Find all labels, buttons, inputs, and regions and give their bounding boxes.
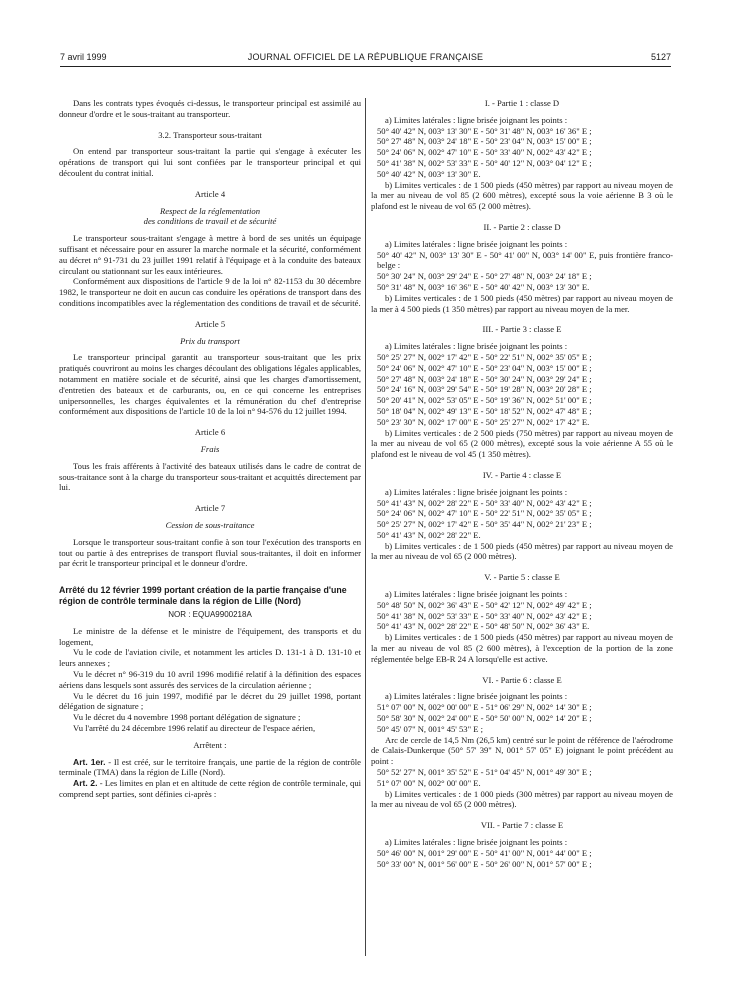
vertical-limits: b) Limites verticales : de 1 500 pieds (450 mètres) par rapport au niveau moyen de la mer à 4 500 pieds (1 350 mètres) par rapport au niveau moyen de la mer. bbox=[371, 292, 673, 314]
header-journal-title: JOURNAL OFFICIEL DE LA RÉPUBLIQUE FRANÇAISE bbox=[247, 52, 484, 62]
paragraph: Conformément aux dispositions de l'article 9 de la loi n° 82-1153 du 30 décembre 1982, le transporteur ne doit en aucun cas conduire les opérations de transport dans des conditions incompatibles avec la réglementation des conditions de travail et de sécurité. bbox=[59, 276, 361, 308]
article-2 bbox=[59, 778, 361, 800]
column-divider bbox=[365, 98, 366, 956]
article-title: Article 6 bbox=[194, 427, 226, 438]
header-date: 7 avril 1999 bbox=[60, 52, 107, 62]
article-subtitle: Frais bbox=[200, 443, 220, 454]
coordinate-line: 50° 40' 42" N, 003° 13' 30" E. bbox=[377, 168, 481, 179]
part-title: II. - Partie 2 : classe D bbox=[483, 221, 561, 232]
paragraph: Tous les frais afférents à l'activité des bateaux utilisés dans le cadre de contrat de sous-traitance sont à la charge du transporteur sous-traitant et acquittés directement par lui. bbox=[59, 460, 361, 493]
coordinate-line: 50° 20' 41" N, 002° 53' 05" E - 50° 19' 36" N, 002° 51' 00" E ; bbox=[377, 395, 592, 406]
coordinate-line: 50° 52' 27" N, 001° 35' 52" E - 51° 04' 45" N, 001° 49' 30" E ; bbox=[377, 767, 592, 778]
decree-title: Arrêté du 12 février 1999 portant création de la partie française d'une région de contrôle terminale dans la région de Lille (Nord) bbox=[59, 585, 347, 606]
part-title: V. - Partie 5 : classe E bbox=[484, 572, 560, 583]
article-subtitle: Respect de la réglementation bbox=[160, 205, 260, 216]
section-title: 3.2. Transporteur sous-traitant bbox=[158, 129, 262, 140]
coordinate-list bbox=[371, 702, 673, 734]
coordinate-list bbox=[371, 848, 673, 870]
part-title: IV. - Partie 4 : classe E bbox=[482, 469, 562, 480]
coordinate-line: 50° 24' 06" N, 002° 47' 10" E - 50° 33' 40" N, 002° 43' 42" E ; bbox=[377, 147, 592, 158]
arretent-heading: Arrêtent : bbox=[193, 739, 227, 750]
coordinate-line: 50° 33' 00" N, 001° 56' 00" E - 50° 26' 00" N, 001° 57' 00" E ; bbox=[377, 858, 592, 869]
coordinate-line: 50° 41' 38" N, 002° 53' 33" E - 50° 33' 40" N, 002° 43' 42" E ; bbox=[377, 610, 592, 621]
coordinate-line: 51° 07' 00" N, 002° 00' 00" E. bbox=[377, 777, 481, 788]
article-text: - Il est créé, sur le territoire français, une partie de la région de contrôle terminale (TMA) dans la région de Lille (Nord). bbox=[59, 756, 361, 778]
right-column bbox=[371, 98, 673, 869]
coordinate-line: 50° 58' 30" N, 002° 24' 00" E - 50° 50' 00" N, 002° 14' 20" E ; bbox=[377, 713, 592, 724]
coordinate-line: 50° 48' 50" N, 002° 36' 43" E - 50° 42' 12" N, 002° 49' 42" E ; bbox=[377, 599, 592, 610]
paragraph: Le transporteur sous-traitant s'engage à mettre à bord de ses unités un équipage suffisant et nécessaire pour en assurer la marche normale et la sécurité, conformément au décret n° 91-731 du 23 juillet 1991 relatif à l'équipage et à la conduite des bateaux circulant ou stationnant sur les eaux intérieures. bbox=[59, 233, 361, 276]
coordinate-line: 50° 27' 48" N, 003° 24' 18" E - 50° 30' 24" N, 003° 29' 24" E ; bbox=[377, 373, 592, 384]
header-page-number: 5127 bbox=[650, 52, 671, 62]
coordinate-list bbox=[371, 126, 673, 180]
paragraph: Le transporteur principal garantit au transporteur sous-traitant que les prix pratiqués couvriront au moins les charges découlant des obligations légales applicables, notamment en matière sociale et de sécurité, ainsi que les charges d'amortissement, d'entretien des bateaux et de carburants, ou, en ce qui concerne les entreprises unipersonnelles, les charges équivalentes et la rémunération du chef d'entreprise conformément aux dispositions de l'article 10 de la loi n° 94-576 du 12 juillet 1994. bbox=[59, 352, 361, 417]
part-title: VI. - Partie 6 : classe E bbox=[482, 674, 562, 685]
vertical-limits: b) Limites verticales : de 1 500 pieds (450 mètres) par rapport au niveau moyen de la mer au niveau de vol 65 (2 000 mètres). bbox=[371, 540, 673, 562]
coordinate-line: 50° 24' 06" N, 002° 47' 10" E - 50° 22' 51" N, 002° 35' 05" E ; bbox=[377, 508, 592, 519]
coordinate-paragraph: 50° 40' 42" N, 003° 13' 30" E - 50° 41' 00" N, 003° 14' 00" E, puis frontière franco-belge : bbox=[377, 249, 673, 271]
article-title: Article 7 bbox=[194, 503, 226, 514]
coordinate-line: 50° 41' 43" N, 002° 28' 22" E - 50° 33' 40" N, 002° 43' 42" E ; bbox=[377, 497, 592, 508]
article-label: Art. 2. bbox=[73, 778, 98, 789]
coordinate-list bbox=[371, 352, 673, 428]
part-title: I. - Partie 1 : classe D bbox=[484, 98, 560, 108]
vertical-limits: b) Limites verticales : de 1 500 pieds (450 mètres) par rapport au niveau moyen de la mer au niveau de vol 85 (2 600 mètres), excepté sous la voie aérienne B 3 où le plafond est le niveau de vol 65 (2 000 mètres). bbox=[371, 179, 673, 212]
coordinate-line: 50° 25' 27" N, 002° 17' 42" E - 50° 22' 51" N, 002° 35' 05" E ; bbox=[377, 351, 592, 362]
lateral-limits-intro: a) Limites latérales : ligne brisée joignant les points : bbox=[385, 114, 568, 125]
paragraph: Le ministre de la défense et le ministre de l'équipement, des transports et du logement, bbox=[59, 625, 361, 647]
lateral-limits-intro: a) Limites latérales : ligne brisée joignant les points : bbox=[385, 341, 568, 352]
coordinate-line: 50° 24' 16" N, 003° 29' 54" E - 50° 19' 28" N, 003° 20' 28" E ; bbox=[377, 384, 592, 395]
paragraph: Vu le décret du 16 juin 1997, modifié par le décret du 29 juillet 1998, portant délégation de signature ; bbox=[59, 690, 361, 712]
coordinate-line: 50° 40' 42" N, 003° 13' 30" E - 50° 31' 48" N, 003° 16' 36" E ; bbox=[377, 125, 592, 136]
coordinate-line: 51° 07' 00" N, 002° 00' 00" E - 51° 06' 29" N, 002° 14' 30" E ; bbox=[377, 702, 592, 713]
coordinate-line: 50° 41' 38" N, 002° 53' 33" E - 50° 40' 12" N, 003° 04' 12" E ; bbox=[377, 157, 592, 168]
paragraph: Dans les contrats types évoqués ci-dessus, le transporteur principal est assimilé au donneur d'ordre et le sous-traitant au transporteur. bbox=[59, 98, 361, 119]
paragraph: Lorsque le transporteur sous-traitant confie à son tour l'exécution des transports en tout ou partie à des entreprises de transport fluvial sous-traitantes, il doit en informer par écrit le transporteur principal et le donneur d'ordre. bbox=[59, 536, 361, 569]
coordinate-line: 50° 46' 00" N, 001° 29' 00" E - 50° 41' 00" N, 001° 44' 00" E ; bbox=[377, 847, 592, 858]
coordinate-line: 50° 25' 27" N, 002° 17' 42" E - 50° 35' 44" N, 002° 21' 23" E ; bbox=[377, 519, 592, 530]
lateral-limits-intro: a) Limites latérales : ligne brisée joignant les points : bbox=[385, 837, 568, 848]
lateral-limits-intro: a) Limites latérales : ligne brisée joignant les points : bbox=[385, 691, 568, 702]
article-title: Article 4 bbox=[194, 188, 226, 199]
article-label: Art. 1er. bbox=[73, 756, 106, 767]
arc-description: Arc de cercle de 14,5 Nm (26,5 km) centré sur le point de référence de l'aérodrome de Calais-Dunkerque (50° 57' 39" N, 001° 57' 05" E) joignant le point précédent au point : bbox=[371, 734, 673, 767]
coordinate-line: 50° 24' 06" N, 002° 47' 10" E - 50° 23' 04" N, 003° 15' 00" E ; bbox=[377, 362, 592, 373]
coordinate-list bbox=[371, 271, 673, 293]
paragraph: Vu le code de l'aviation civile, et notamment les articles D. 131-1 à D. 131-10 et leurs annexes ; bbox=[59, 647, 361, 669]
page-header bbox=[60, 52, 671, 67]
left-column bbox=[59, 98, 361, 800]
coordinate-line: 50° 41' 43" N, 002° 28' 22" E - 50° 48' 50" N, 002° 36' 43" E. bbox=[377, 621, 590, 632]
article-subtitle: des conditions de travail et de sécurité bbox=[143, 216, 277, 227]
coordinate-line: 50° 18' 04" N, 002° 49' 13" E - 50° 18' 52" N, 002° 47' 48" E ; bbox=[377, 405, 592, 416]
part-title: VII. - Partie 7 : classe E bbox=[480, 820, 564, 831]
article-1 bbox=[59, 757, 361, 779]
article-subtitle: Prix du transport bbox=[180, 335, 240, 346]
paragraph: Vu le décret du 4 novembre 1998 portant délégation de signature ; bbox=[73, 712, 301, 723]
part-title: III. - Partie 3 : classe E bbox=[482, 324, 562, 335]
paragraph: Vu l'arrêté du 24 décembre 1996 relatif au directeur de l'espace aérien, bbox=[73, 723, 316, 734]
paragraph: Vu le décret n° 96-319 du 10 avril 1996 modifié relatif à la définition des espaces aériens dans lesquels sont assurés des services de la circulation aérienne ; bbox=[59, 669, 361, 690]
article-text: - Les limites en plan et en altitude de cette région de contrôle terminale, qui comprend sept parties, sont définies ci-après : bbox=[59, 778, 362, 800]
vertical-limits: b) Limites verticales : de 1 000 pieds (300 mètres) par rapport au niveau moyen de la mer au niveau de vol 65 (2 000 mètres). bbox=[371, 788, 673, 810]
vertical-limits: b) Limites verticales : de 2 500 pieds (750 mètres) par rapport au niveau moyen de la mer au niveau de vol 65 (2 000 mètres), excepté sous la voie aérienne A 55 où le plafond est le niveau de vol 45 (1 350 mètres). bbox=[371, 427, 673, 460]
article-subtitle: Cession de sous-traitance bbox=[165, 519, 255, 530]
lateral-limits-intro: a) Limites latérales : ligne brisée joignant les points : bbox=[385, 589, 568, 600]
paragraph: On entend par transporteur sous-traitant la partie qui s'engage à exécuter les opérations de transport qui lui sont confiées par le transporteur principal et qui découlent du contrat initial. bbox=[59, 146, 361, 178]
article-title: Article 5 bbox=[194, 318, 226, 329]
lateral-limits-intro: a) Limites latérales : ligne brisée joignant les points : bbox=[385, 238, 568, 249]
coordinate-line: 50° 31' 48" N, 003° 16' 36" E - 50° 40' 42" N, 003° 13' 30" E. bbox=[377, 281, 590, 292]
lateral-limits-intro: a) Limites latérales : ligne brisée joignant les points : bbox=[385, 486, 568, 497]
vertical-limits: b) Limites verticales : de 1 500 pieds (450 mètres) par rapport au niveau moyen de la mer au niveau de vol 85 (2 600 mètres), à l'exception de la portion de la zone réglementée belge EB-R 24 A lorsqu'elle est active. bbox=[371, 632, 673, 664]
coordinate-line: 50° 27' 48" N, 003° 24' 18" E - 50° 23' 04" N, 003° 15' 00" E ; bbox=[377, 136, 592, 147]
nor-reference: NOR : EQUA9900218A bbox=[168, 610, 252, 620]
coordinate-list bbox=[371, 767, 673, 789]
coordinate-list bbox=[371, 600, 673, 632]
coordinate-list bbox=[371, 498, 673, 541]
coordinate-line: 50° 41' 43" N, 002° 28' 22" E. bbox=[377, 529, 481, 540]
coordinate-line: 50° 30' 24" N, 003° 29' 24" E - 50° 27' 48" N, 003° 24' 18" E ; bbox=[377, 271, 592, 282]
coordinate-line: 50° 23' 30" N, 002° 17' 00" E - 50° 25' 27" N, 002° 17' 42" E. bbox=[377, 416, 590, 427]
coordinate-line: 50° 45' 07" N, 001° 45' 53" E ; bbox=[377, 723, 484, 734]
